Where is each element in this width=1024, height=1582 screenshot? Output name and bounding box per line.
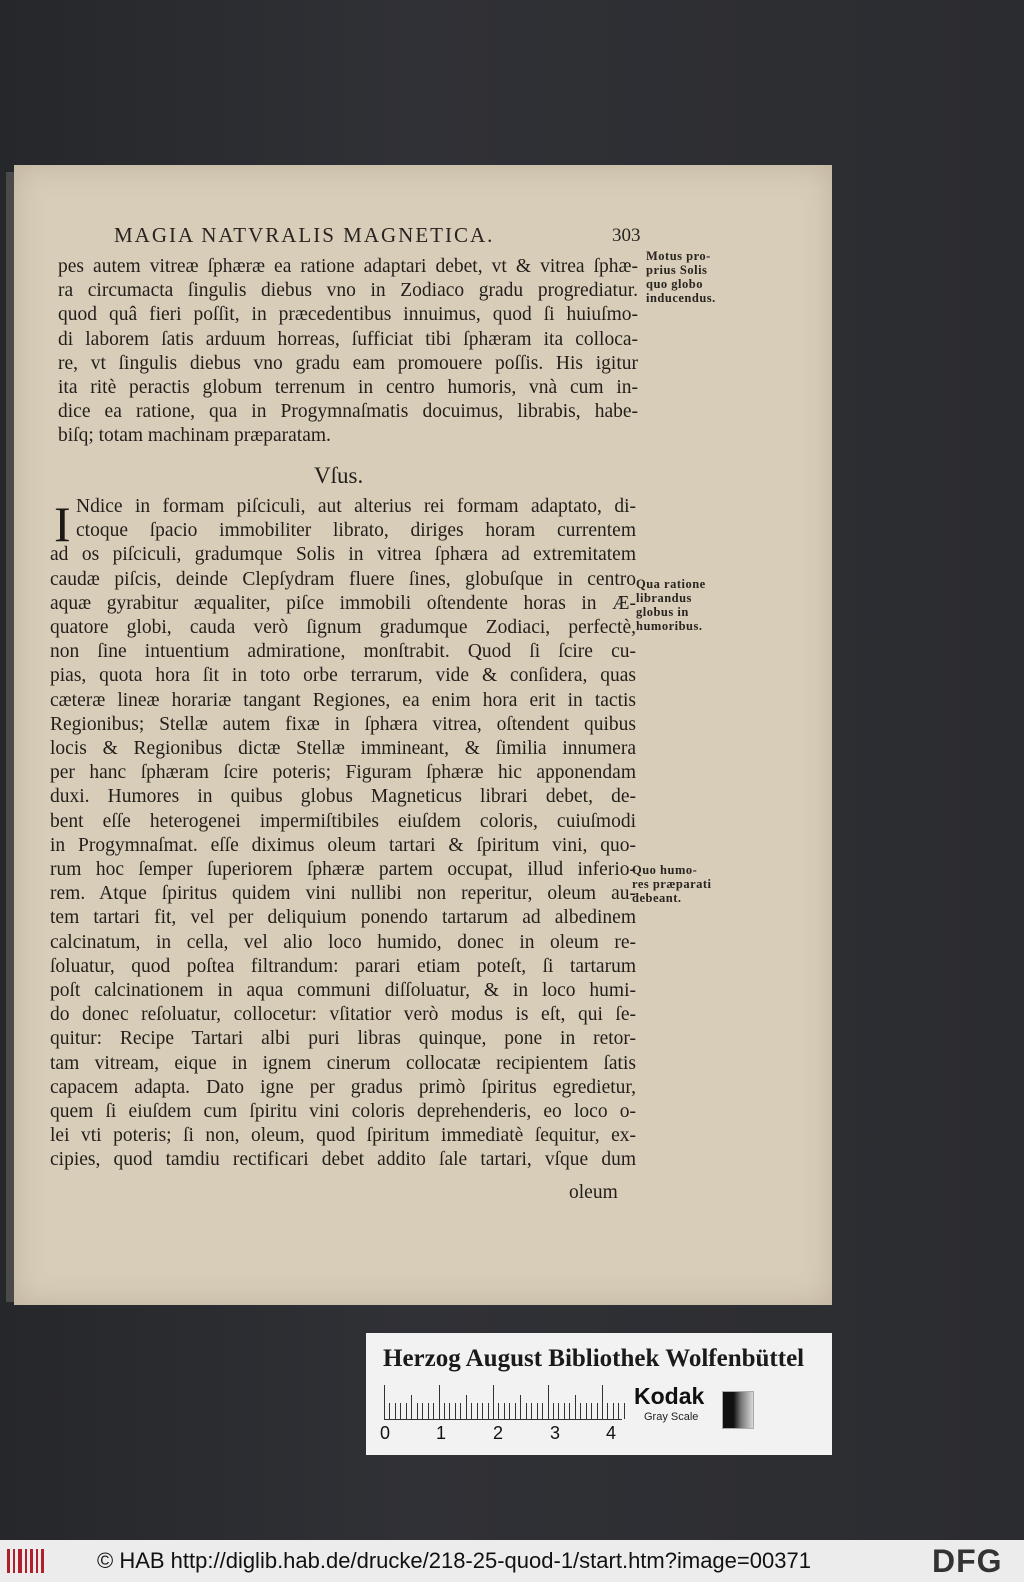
ruler-tick bbox=[493, 1385, 494, 1419]
text-line: rum hoc ſemper ſuperiorem ſphæræ partem occupat, illud inferio- bbox=[50, 859, 636, 880]
marginal-line: debeant. bbox=[632, 891, 682, 905]
text-line: quod quâ fieri poſſit, in præcedentibus innuimus, quod ſi huiuſmo- bbox=[58, 304, 638, 326]
text-line: pias, quota hora ſit in toto orbe terrarum, vide & conſidera, quas bbox=[50, 665, 636, 687]
ruler-tick bbox=[417, 1403, 418, 1419]
text-line: capacem adapta. Dato igne per gradus primò ſpiritus egredietur, bbox=[50, 1076, 636, 1098]
ruler-tick bbox=[580, 1403, 581, 1419]
ruler-tick bbox=[613, 1403, 614, 1419]
gray-patch bbox=[722, 1391, 754, 1429]
catchword: oleum bbox=[569, 1182, 618, 1203]
text-line: ad os piſciculi, gradumque Solis in vitrea ſphæra ad extremitatem bbox=[50, 544, 636, 566]
ruler-tick bbox=[526, 1403, 527, 1419]
text-line: poſt calcinationem in aqua communi diſſoluatur, & in loco humi- bbox=[50, 980, 636, 1001]
ruler-tick bbox=[564, 1403, 565, 1419]
barcode-icon bbox=[6, 1547, 46, 1575]
text-line: cipies, quod tamdiu rectificari debet addito ſale tartari, vſque dum bbox=[50, 1149, 636, 1171]
ruler-tick bbox=[548, 1385, 549, 1419]
marginal-line: inducendus. bbox=[646, 291, 716, 305]
text-line: per hanc ſphæram ſcire poteris; Figuram ſphæræ hic apponendam bbox=[50, 762, 636, 784]
text-line: biſq; totam machinam præparatam. bbox=[58, 425, 331, 447]
text-line: do donec reſoluatur, collocetur: vſitatior verò modus is eſt, qui ſe- bbox=[50, 1004, 636, 1026]
ruler-tick bbox=[586, 1403, 587, 1419]
ruler-tick bbox=[400, 1403, 401, 1419]
text-line: dice ea ratione, qua in Progymnaſmatis docuimus, librabis, habe- bbox=[58, 401, 638, 423]
text-line: Ndice in formam piſciculi, aut alterius rei formam adaptato, di- bbox=[76, 496, 636, 517]
ruler-tick bbox=[509, 1403, 510, 1419]
text-line: di laborem ſatis arduum horreas, ſufficiat tibi ſphæram ita colloca- bbox=[58, 328, 638, 350]
ruler-tick bbox=[477, 1403, 478, 1419]
text-line: rem. Atque ſpiritus quidem vini nullibi non reperitur, oleum au- bbox=[50, 883, 636, 905]
ruler-tick bbox=[433, 1403, 434, 1419]
text-line: re, vt ſingulis diebus vno gradu eam promouere poſſis. His igitur bbox=[58, 352, 638, 374]
library-name: Herzog August Bibliothek Wolfenbüttel bbox=[383, 1345, 805, 1372]
text-line: lei vti poteris; ſi non, oleum, quod ſpiritum immediatè ſequitur, ex- bbox=[50, 1125, 636, 1147]
ruler-scale bbox=[384, 1385, 622, 1420]
text-line: ctoque ſpacio immobiliter librato, diriges horam currentem bbox=[76, 520, 636, 542]
text-line: ſoluatur, quod poſtea filtrandum: parari etiam poteſt, ſi tartarum bbox=[50, 955, 636, 977]
ruler-tick bbox=[607, 1403, 608, 1419]
text-line: ra circumacta ſingulis diebus vno in Zodiaco gradu progrediatur. bbox=[58, 280, 638, 302]
text-line: quitur: Recipe Tartari albi puri libras quinque, pone in retor- bbox=[50, 1028, 636, 1050]
marginal-line: quo globo bbox=[646, 277, 703, 291]
page-number: 303 bbox=[612, 225, 641, 246]
ruler-tick bbox=[618, 1403, 619, 1419]
ruler-tick bbox=[542, 1403, 543, 1419]
text-line: ita ritè peractis globum terrenum in centro humoris, vnà cum in- bbox=[58, 377, 638, 398]
ruler-tick bbox=[504, 1403, 505, 1419]
text-line: pes autem vitreæ ſphæræ ea ratione adaptari debet, vt & vitrea ſphæ- bbox=[58, 256, 638, 277]
text-line: non ſine intuentium admiratione, monſtrabit. Quod ſi ſcire cu- bbox=[50, 641, 636, 663]
marginal-note-3 bbox=[632, 863, 712, 905]
ruler-tick bbox=[520, 1395, 521, 1419]
text-line: calcinatum, in cella, vel alio loco humido, donec in oleum re- bbox=[50, 931, 636, 953]
ruler-tick bbox=[411, 1395, 412, 1419]
ruler-tick bbox=[455, 1403, 456, 1419]
ruler-tick bbox=[569, 1403, 570, 1419]
book-page bbox=[14, 165, 832, 1305]
ruler-tick bbox=[449, 1403, 450, 1419]
ruler-tick bbox=[466, 1395, 467, 1419]
scale-number: 2 bbox=[493, 1423, 504, 1443]
text-line: locis & Regionibus dictæ Stellæ immineant, & ſimilia innumera bbox=[50, 738, 636, 759]
kodak-label: Kodak bbox=[634, 1383, 705, 1409]
page-edge bbox=[6, 172, 14, 1302]
section-heading: Vſus. bbox=[314, 463, 364, 488]
ruler-tick bbox=[444, 1403, 445, 1419]
marginal-line: librandus bbox=[636, 591, 692, 605]
text-line: cæteræ lineæ horariæ tangant Regiones, ea enim hora erit in tactis bbox=[50, 689, 636, 711]
ruler-tick bbox=[602, 1385, 603, 1419]
grayscale-label: Gray Scale bbox=[644, 1411, 699, 1423]
scale-number: 1 bbox=[436, 1423, 447, 1443]
ruler-tick bbox=[624, 1403, 625, 1419]
text-line: tam vitream, eique in ignem cinerum collocatæ recipientem ſatis bbox=[50, 1052, 636, 1074]
text-line: bent eſſe heterogenei impermiſtibiles eiuſdem coloris, cuiuſmodi bbox=[50, 810, 636, 832]
ruler-tick bbox=[597, 1403, 598, 1419]
ruler-tick bbox=[428, 1403, 429, 1419]
marginal-note-2 bbox=[636, 577, 706, 633]
marginal-line: Quo humo- bbox=[632, 863, 698, 877]
running-head: MAGIA NATVRALIS MAGNETICA. bbox=[114, 223, 495, 247]
text-line: aquæ gyrabitur æqualiter, piſce immobili oſtendente horas in Æ- bbox=[50, 592, 636, 614]
ruler-tick bbox=[389, 1403, 390, 1419]
marginal-line: humoribus. bbox=[636, 619, 703, 633]
ruler-tick bbox=[488, 1403, 489, 1419]
text-line: tem tartari fit, vel per deliquium ponendo tartarum ad albedinem bbox=[50, 907, 636, 929]
ruler-tick bbox=[384, 1385, 385, 1419]
ruler-tick bbox=[553, 1403, 554, 1419]
text-line: Regionibus; Stellæ autem fixæ in ſphæra vitrea, oſtendent quibus bbox=[50, 713, 636, 735]
reference-card bbox=[366, 1333, 832, 1455]
marginal-line: prius Solis bbox=[646, 263, 708, 277]
marginal-line: globus in bbox=[636, 605, 689, 619]
drop-cap: I bbox=[54, 496, 71, 552]
scale-number: 4 bbox=[606, 1423, 617, 1443]
ruler-tick bbox=[591, 1403, 592, 1419]
ruler-tick bbox=[460, 1403, 461, 1419]
footer-bar bbox=[0, 1540, 1024, 1582]
marginal-line: Qua ratione bbox=[636, 577, 706, 591]
ruler-tick bbox=[575, 1395, 576, 1419]
text-line: quem ſi eiuſdem cum ſpiritu vini coloris deprehenderis, eo loco o- bbox=[50, 1101, 636, 1122]
text-line: caudæ piſcis, deinde Clepſydram fluere ſines, globuſque in centro bbox=[50, 568, 636, 590]
ruler-tick bbox=[498, 1403, 499, 1419]
scale-number: 0 bbox=[380, 1423, 391, 1443]
scale-number: 3 bbox=[550, 1423, 561, 1443]
ruler-tick bbox=[558, 1403, 559, 1419]
marginal-line: res præparati bbox=[632, 877, 712, 891]
copyright-url[interactable]: © HAB http://diglib.hab.de/drucke/218-25-quod-1/start.htm?image=00371 bbox=[97, 1548, 811, 1573]
ruler-tick bbox=[482, 1403, 483, 1419]
ruler-tick bbox=[531, 1403, 532, 1419]
text-line: quatore globi, cauda verò ſignum gradumque Zodiaci, perfectè, bbox=[50, 617, 636, 638]
text-line: duxi. Humores in quibus globus Magneticus librari debet, de- bbox=[50, 786, 636, 808]
ruler-tick bbox=[537, 1403, 538, 1419]
ruler-tick bbox=[439, 1385, 440, 1419]
marginal-line: Motus pro- bbox=[646, 249, 711, 263]
text-line: in Progymnaſmat. eſſe diximus oleum tartari & ſpiritum vini, quo- bbox=[50, 834, 636, 856]
ruler-tick bbox=[406, 1403, 407, 1419]
marginal-note-1 bbox=[646, 249, 716, 305]
ruler-tick bbox=[422, 1403, 423, 1419]
ruler-tick bbox=[395, 1403, 396, 1419]
dfg-logo: DFG bbox=[932, 1543, 1003, 1579]
ruler-tick bbox=[515, 1403, 516, 1419]
ruler-tick bbox=[471, 1403, 472, 1419]
